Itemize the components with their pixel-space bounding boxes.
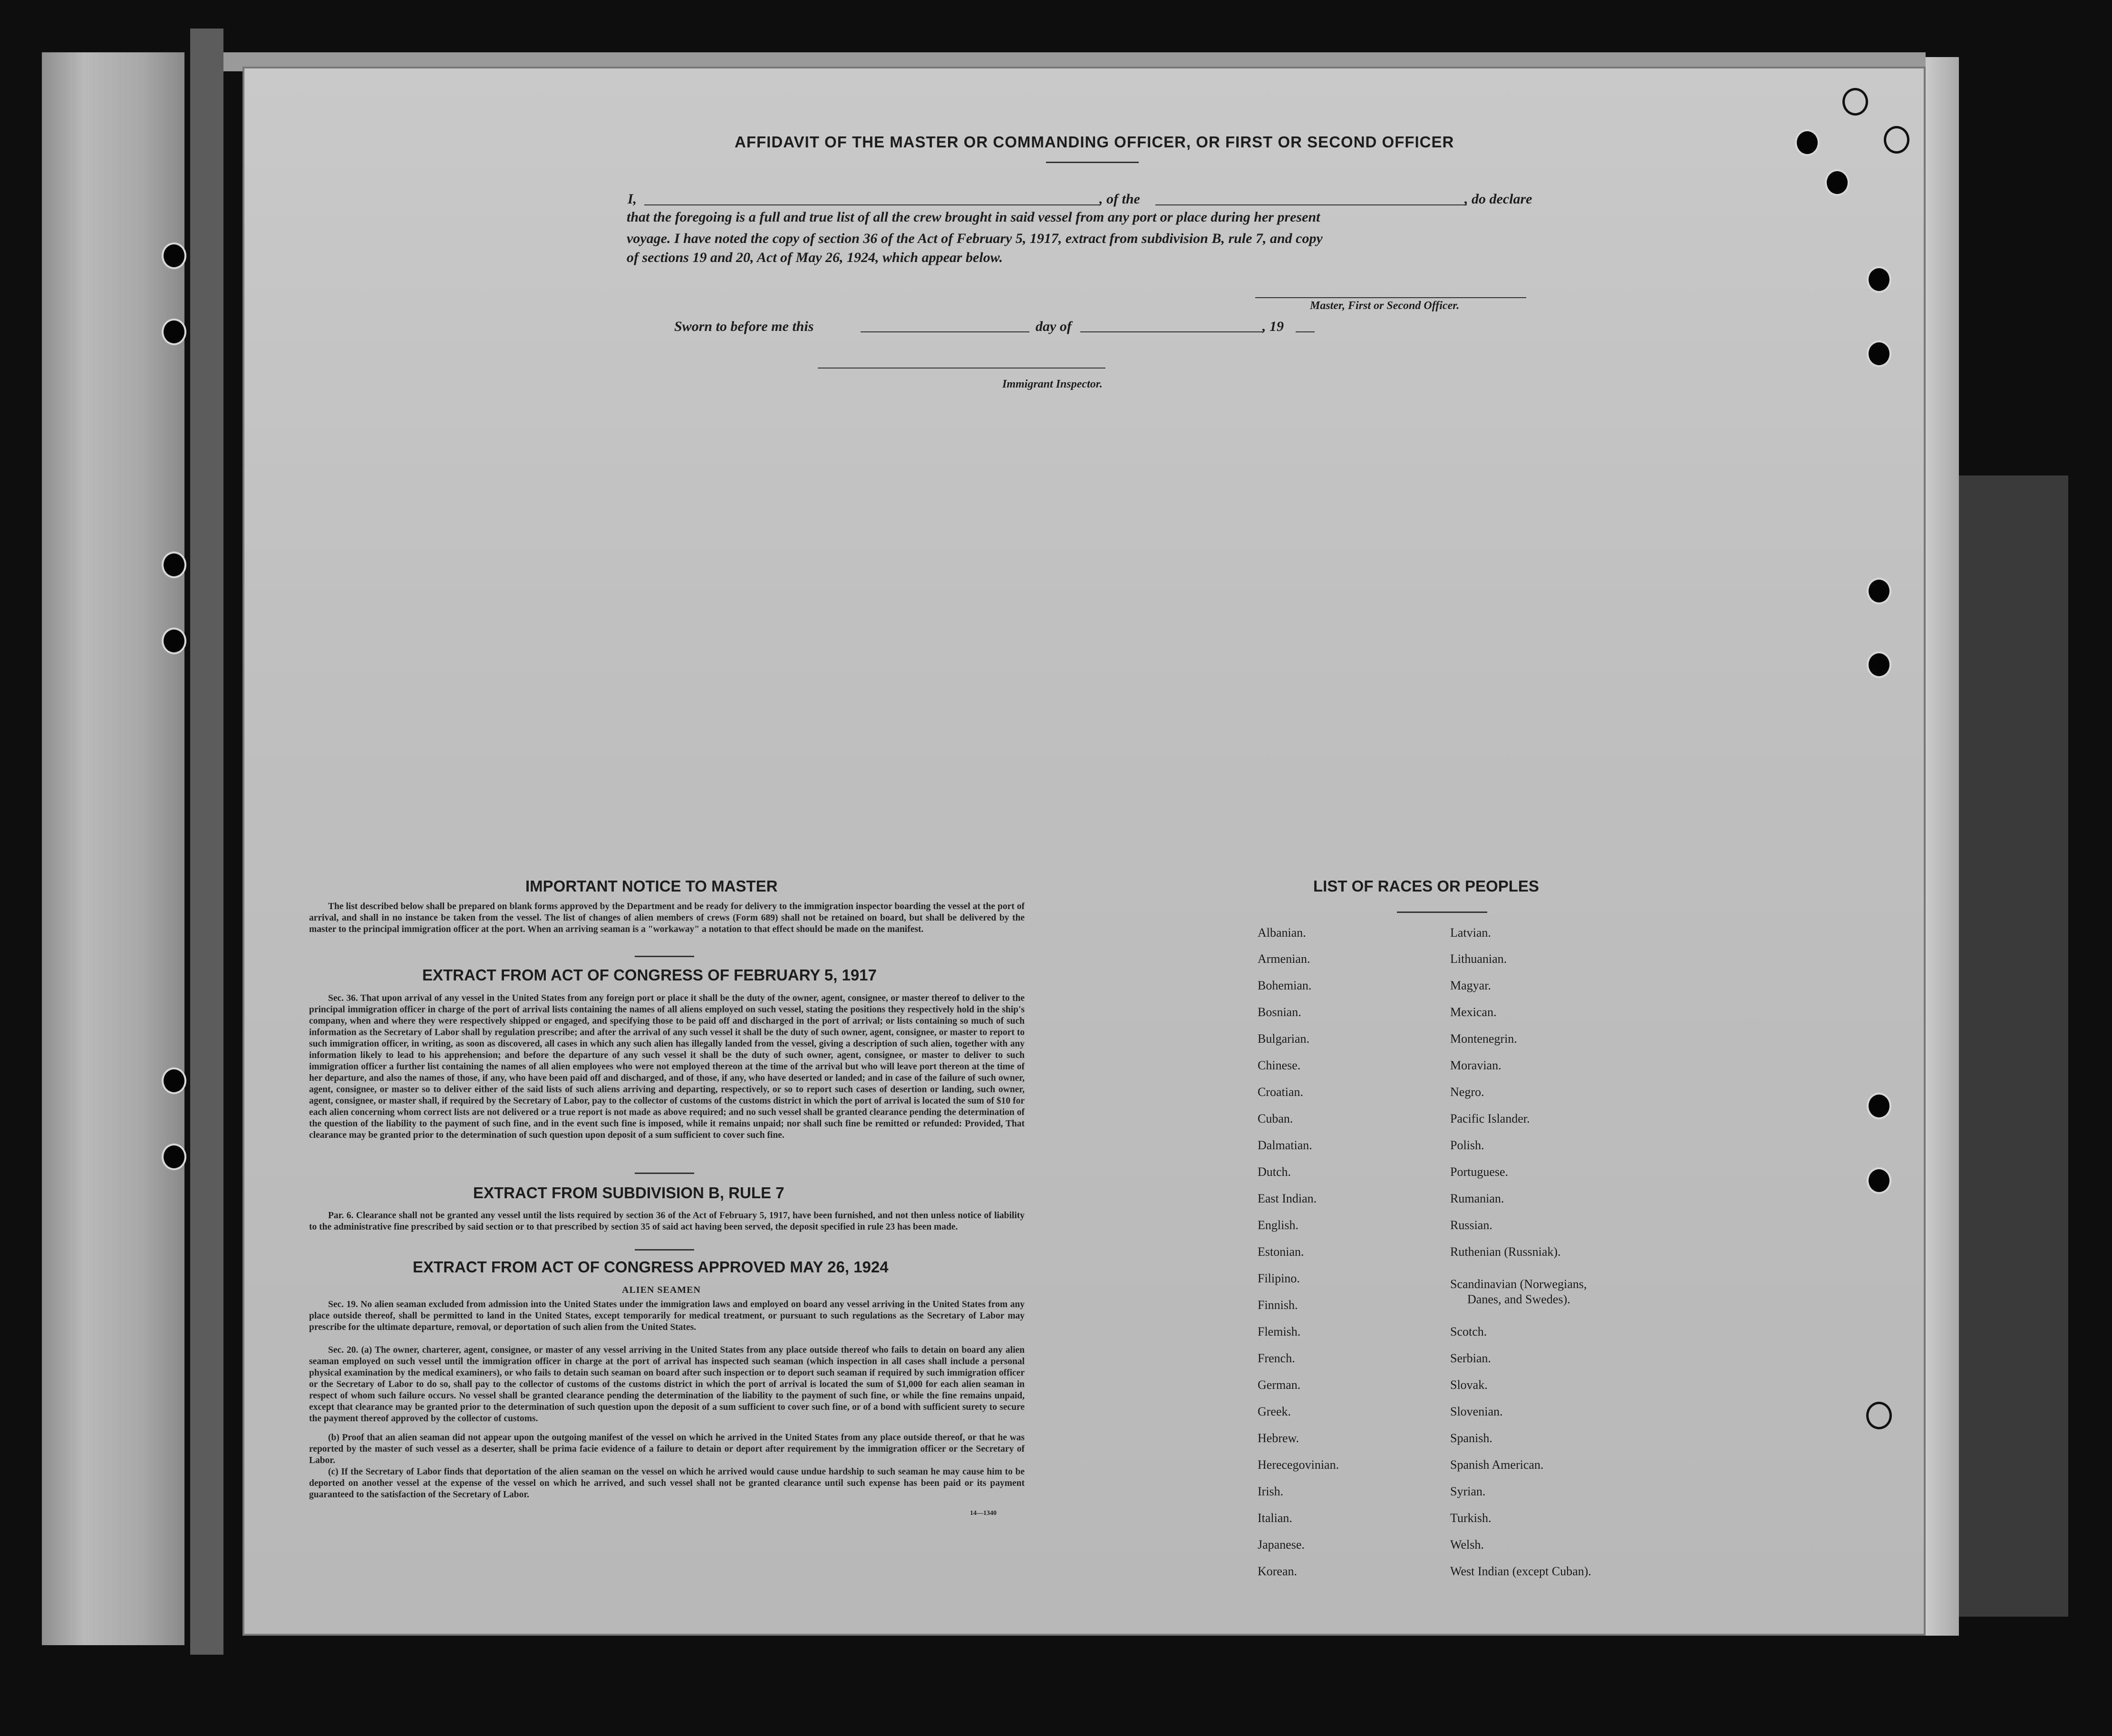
divider-rule: [635, 1249, 694, 1251]
alien-seamen-subtitle: ALIEN SEAMEN: [622, 1285, 701, 1295]
binding-hole-icon: [162, 242, 186, 269]
race-right-item: Slovenian.: [1450, 1405, 1503, 1418]
binding-hole-icon: [1842, 88, 1868, 116]
race-left-item: Greek.: [1258, 1405, 1291, 1418]
sworn-prefix: Sworn to before me this: [674, 319, 814, 334]
sworn-year-line[interactable]: [1296, 331, 1315, 332]
race-right-item: Magyar.: [1450, 979, 1491, 992]
sworn-day-of: day of: [1036, 319, 1072, 334]
race-left-item: Filipino.: [1258, 1271, 1300, 1285]
race-right-item: Portuguese.: [1450, 1165, 1509, 1179]
race-left-item: Hebrew.: [1258, 1431, 1299, 1445]
race-right-item: Ruthenian (Russniak).: [1450, 1245, 1561, 1259]
affidavit-line-3: voyage. I have noted the copy of section 36 of the Act of February 5, 1917, extract from subdivision B, rule 7, and copy: [627, 231, 1323, 246]
binding-hole-icon: [1866, 1402, 1892, 1429]
sworn-year: , 19: [1262, 319, 1284, 334]
race-right-item: Danes, and Swedes).: [1467, 1292, 1570, 1306]
binding-hole-icon: [1867, 578, 1891, 604]
race-right-item: Latvian.: [1450, 926, 1491, 940]
sec-20a-text: Sec. 20. (a) The owner, charterer, agent, consignee, or master of any vessel arriving in the United States from any place outside thereof who fails to detain on board any alien seaman employed on such vessel until the immigration officer in charge at the port of arrival has inspected such seaman (which inspection in all cases shall include a personal physical examination by the medical examiners), or who fails to detain such seaman on board after such inspection or to deport such seaman if required by such immigration officer or the Secretary of Labor to do so, shall pay to the collector of customs of the customs district in which the port of arrival is located the sum of $1,000 for each alien seaman in respect of whom such failure occurs. No vessel shall be granted clearance pending the determination of the liability to the payment of such fine, or while the fine remains unpaid, except that clearance may be granted prior to the determination of such question upon the deposit of a sum sufficient to cover such fine, or of a bond with sufficient surety to secure the payment thereof approved by the collector of customs.: [309, 1345, 1025, 1424]
divider-rule: [635, 1173, 694, 1174]
extract-rule7-title: EXTRACT FROM SUBDIVISION B, RULE 7: [473, 1184, 785, 1202]
race-left-item: Flemish.: [1258, 1325, 1301, 1338]
race-left-item: Japanese.: [1258, 1538, 1305, 1552]
race-right-item: Rumanian.: [1450, 1192, 1504, 1205]
race-left-item: Dutch.: [1258, 1165, 1291, 1179]
race-left-item: Bohemian.: [1258, 979, 1312, 992]
master-signature-label: Master, First or Second Officer.: [1310, 300, 1460, 312]
binding-hole-icon: [1867, 1093, 1891, 1119]
binding-hole-icon: [1867, 1167, 1891, 1194]
race-left-item: Finnish.: [1258, 1298, 1298, 1312]
race-right-item: Spanish American.: [1450, 1458, 1544, 1472]
affidavit-line-2: that the foregoing is a full and true list of all the crew brought in said vessel from any port or place during her present: [627, 209, 1320, 225]
race-right-item: Mexican.: [1450, 1005, 1497, 1019]
race-left-item: Bosnian.: [1258, 1005, 1301, 1019]
race-left-item: Croatian.: [1258, 1085, 1304, 1099]
binding-hole-icon: [1867, 651, 1891, 678]
sec-19-text: Sec. 19. No alien seaman excluded from admission into the United States under the immigration laws and employed on board any vessel arriving in the United States from any place outside thereof, shall be permitted to land in the United States, except temporarily for medical treatment, or pursuant to such regulations as the Secretary of Labor may prescribe for the ultimate departure, removal, or deportation of such alien from the United States.: [309, 1300, 1025, 1332]
race-right-item: Polish.: [1450, 1138, 1484, 1152]
race-left-item: Korean.: [1258, 1564, 1298, 1578]
affidavit-line-4: of sections 19 and 20, Act of May 26, 1924, which appear below.: [627, 250, 1003, 265]
binding-hole-icon: [162, 552, 186, 578]
binding-hole-icon: [1884, 126, 1909, 154]
race-right-item: Montenegrin.: [1450, 1032, 1517, 1046]
binding-hole-icon: [162, 319, 186, 345]
right-scan-shadow: [1954, 475, 2068, 1617]
race-right-item: Negro.: [1450, 1085, 1484, 1099]
race-left-item: Herecegovinian.: [1258, 1458, 1339, 1472]
sworn-month-line[interactable]: [1080, 331, 1263, 332]
race-right-item: Welsh.: [1450, 1538, 1484, 1552]
race-left-item: German.: [1258, 1378, 1301, 1392]
race-left-item: Chinese.: [1258, 1058, 1301, 1072]
race-right-item: Scotch.: [1450, 1325, 1487, 1338]
binding-hole-icon: [162, 1144, 186, 1170]
form-number: 14—1340: [970, 1510, 997, 1517]
extract-rule7-text: Par. 6. Clearance shall not be granted any vessel until the lists required by section 36 of the Act of February 5, 1917, have been furnished, and not then unless notice of liability to the administrative fine prescribed by said section or to that prescribed by section 35 of said act having been served, the deposit specified in rule 23 has been made.: [309, 1211, 1025, 1232]
race-left-item: East Indian.: [1258, 1192, 1317, 1205]
binding-hole-icon: [1825, 169, 1850, 196]
race-left-item: Cuban.: [1258, 1112, 1293, 1125]
binding-hole-icon: [162, 628, 186, 654]
inspector-label: Immigrant Inspector.: [1002, 378, 1103, 390]
title-rule: [1046, 162, 1139, 163]
sworn-day-line[interactable]: [861, 331, 1029, 332]
race-right-item: Spanish.: [1450, 1431, 1492, 1445]
race-right-item: Russian.: [1450, 1218, 1492, 1232]
race-right-item: Scandinavian (Norwegians,: [1450, 1277, 1587, 1291]
race-left-item: Albanian.: [1258, 926, 1306, 940]
race-right-item: Moravian.: [1450, 1058, 1502, 1072]
affidavit-declare: , do declare: [1464, 191, 1532, 207]
left-attached-strip: [42, 52, 184, 1645]
extract-1917-title: EXTRACT FROM ACT OF CONGRESS OF FEBRUARY 5, 1917: [422, 966, 877, 984]
binding-hole-icon: [1867, 340, 1891, 367]
inspector-signature-line[interactable]: [818, 368, 1105, 369]
race-right-item: Pacific Islander.: [1450, 1112, 1530, 1125]
notice-text: The list described below shall be prepared on blank forms approved by the Department and be ready for delivery to the immigration inspector boarding the vessel at the port of arrival, and shall in no instance be taken from the vessel. The list of changes of alien members of crews (Form 689) shall not be retained on board, but shall be delivered by the master to the principal immigration officer at the port. When an arriving seaman is a "workaway" a notation to that effect should be made on the manifest.: [309, 902, 1025, 934]
extract-1917-text: Sec. 36. That upon arrival of any vessel in the United States from any foreign port or place it shall be the duty of the owner, agent, consignee, or master thereof to deliver to the principal immigration officer in charge of the port of arrival lists containing the names of all aliens employed on such vessel, stating the positions they respectively hold in the ship's company, when and where they were respectively shipped or engaged, and specifying those to be paid off and discharged in the port of arrival; or lists containing so much of such information as the Secretary of Labor shall by regulation prescribe; and after the arrival of any such vessel it shall be the duty of such owner, agent, consignee, or master to report to such immigration officer, in writing, as soon as discovered, all cases in which any such alien has illegally landed from the vessel, giving a description of such alien, together with any information likely to lead to his apprehension; and before the departure of any such vessel it shall be the duty of such owner, agent, consignee, or master to deliver to such immigration officer a further list containing the names of all alien employees who were not employed thereon at the time of the arrival but who will leave port thereon at the time of her departure, and also the names of those, if any, who have been paid off and discharged, and of those, if any, who have deserted or landed; and in case of the failure of such owner, agent, consignee, or master so to deliver either of the said lists of such aliens arriving and departing, respectively, or so to report such cases of desertion or landing, such owner, agent, consignee, or master shall, if required by the Secretary of Labor, pay to the collector of customs of the customs district in which the port of arrival is located the sum of $10 for each alien concerning whom correct lists are not delivered or a true report is not made as above required; and no such vessel shall be granted clearance pending the determination of the question of the liability to the payment of such fine, and in the event such fine is imposed, while it remains unpaid; nor shall such fine be remitted or refunded: Provided, That clearance may be granted prior to the determination of such question upon deposit of a sum sufficient to cover such fine.: [309, 993, 1025, 1140]
races-title: LIST OF RACES OR PEOPLES: [1313, 877, 1539, 895]
affidavit-title: AFFIDAVIT OF THE MASTER OR COMMANDING OFFICER, OR FIRST OR SECOND OFFICER: [735, 133, 1454, 151]
race-left-item: Dalmatian.: [1258, 1138, 1312, 1152]
race-right-item: West Indian (except Cuban).: [1450, 1564, 1591, 1578]
race-left-item: French.: [1258, 1351, 1295, 1365]
race-left-item: Armenian.: [1258, 952, 1310, 966]
binding-hole-icon: [1867, 266, 1891, 293]
name-blank-line[interactable]: [644, 204, 1101, 205]
divider-rule: [635, 956, 694, 957]
race-left-item: English.: [1258, 1218, 1298, 1232]
notice-title: IMPORTANT NOTICE TO MASTER: [525, 877, 778, 895]
races-title-rule: [1397, 912, 1487, 913]
race-right-item: Lithuanian.: [1450, 952, 1507, 966]
race-left-item: Estonian.: [1258, 1245, 1304, 1259]
binding-hole-icon: [1795, 129, 1820, 156]
extract-1924-title: EXTRACT FROM ACT OF CONGRESS APPROVED MAY 26, 1924: [413, 1258, 889, 1276]
vessel-blank-line[interactable]: [1155, 204, 1467, 205]
race-right-item: Syrian.: [1450, 1484, 1486, 1498]
race-right-item: Slovak.: [1450, 1378, 1488, 1392]
race-left-item: Irish.: [1258, 1484, 1284, 1498]
right-sheet-edge: [1921, 57, 1959, 1636]
sec-20c-text: (c) If the Secretary of Labor finds that deportation of the alien seaman on the vessel on which he arrived would cause undue hardship to such seaman he may cause him to be deported on another vessel at the expense of the vessel on which he arrived, and such vessel shall not be granted clearance until such expense has been paid or its payment guaranteed to the satisfaction of the Secretary of Labor.: [309, 1467, 1025, 1500]
race-right-item: Serbian.: [1450, 1351, 1491, 1365]
master-signature-line[interactable]: [1255, 297, 1526, 298]
race-left-item: Bulgarian.: [1258, 1032, 1310, 1046]
sec-20b-text: (b) Proof that an alien seaman did not appear upon the outgoing manifest of the vessel on which he arrived in the United States from any place outside thereof, or that he was reported by the master of such vessel as a deserter, shall be prima facie evidence of a failure to detain or deport after requirement by the immigration officer or the Secretary of Labor.: [309, 1433, 1025, 1465]
left-binding-shadow: [190, 29, 223, 1655]
race-left-item: Italian.: [1258, 1511, 1292, 1525]
binding-hole-icon: [162, 1067, 186, 1094]
affidavit-of-the: , of the: [1099, 191, 1140, 207]
affidavit-i: I,: [628, 191, 637, 207]
race-right-item: Turkish.: [1450, 1511, 1492, 1525]
